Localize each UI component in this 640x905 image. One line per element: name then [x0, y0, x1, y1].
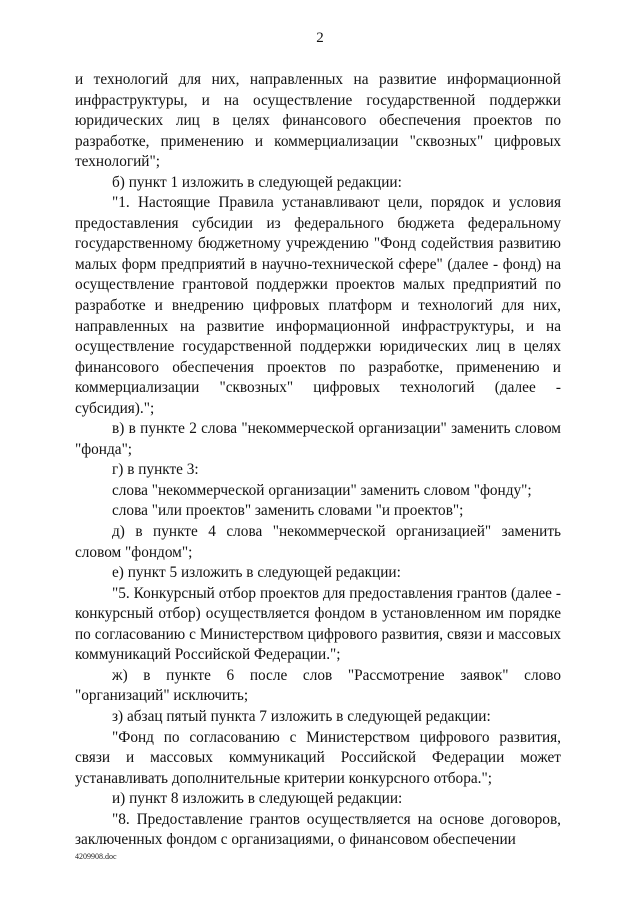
paragraph-11: ж) в пункте 6 после слов "Рассмотрение заявок" слово "организаций" исключить;	[75, 666, 561, 705]
paragraph-10: "5. Конкурсный отбор проектов для предоставления грантов (далее - конкурсный отбор) осуществляется фондом в установленном им порядке по согласованию с Министерством цифрового развития, связи и массовых коммуникаций Российской Федерации.";	[75, 584, 561, 664]
paragraph-4: в) в пункте 2 слова "некоммерческой организации" заменить словом "фонда";	[75, 420, 561, 458]
page-number: 2	[316, 30, 324, 46]
paragraph-7: слова "или проектов" заменить словами "и проектов";	[112, 502, 464, 520]
paragraph-2: б) пункт 1 изложить в следующей редакции:	[112, 173, 402, 191]
paragraph-3: "1. Настоящие Правила устанавливают цели, порядок и условия предоставления субсидии из федерального бюджета федеральному государственному бюджетному учреждению "Фонд содействия развитию малых форм предприятий в научно-технической сфере" (далее - фонд) на осуществление грантовой поддержки проектов малых предприятий по разработке и внедрению цифровых платформ и технологий для них, направленных на развитие информационной инфраструктуры, и на осуществление государственной поддержки юридических лиц в целях финансового обеспечения проектов по разработке, применению и коммерциализации "сквозных" цифровых технологий (далее - субсидия).";	[75, 194, 561, 417]
paragraph-13: "Фонд по согласованию с Министерством цифрового развития, связи и массовых коммуникаций Российской Федерации может устанавливать дополнительные критерии конкурсного отбора.";	[75, 728, 561, 787]
paragraph-15: "8. Предоставление грантов осуществляется на основе договоров, заключенных фондом с организациями, о финансовом обеспечении	[75, 810, 561, 849]
document-body	[75, 70, 561, 851]
footer-filename: 4209908.doc	[75, 852, 117, 861]
paragraph-9: е) пункт 5 изложить в следующей редакции:	[112, 564, 401, 582]
paragraph-6: слова "некоммерческой организации" заменить словом "фонду";	[112, 481, 532, 499]
paragraph-5: г) в пункте 3:	[112, 461, 199, 479]
paragraph-1: и технологий для них, направленных на развитие информационной инфраструктуры, и на осуществление государственной поддержки юридических лиц в целях финансового обеспечения проектов по разработке, применению и коммерциализации "сквозных" цифровых технологий";	[75, 71, 561, 171]
paragraph-14: и) пункт 8 изложить в следующей редакции:	[112, 790, 403, 808]
paragraph-12: з) абзац пятый пункта 7 изложить в следующей редакции:	[112, 707, 491, 725]
paragraph-8: д) в пункте 4 слова "некоммерческой организацией" заменить словом "фондом";	[75, 523, 561, 561]
